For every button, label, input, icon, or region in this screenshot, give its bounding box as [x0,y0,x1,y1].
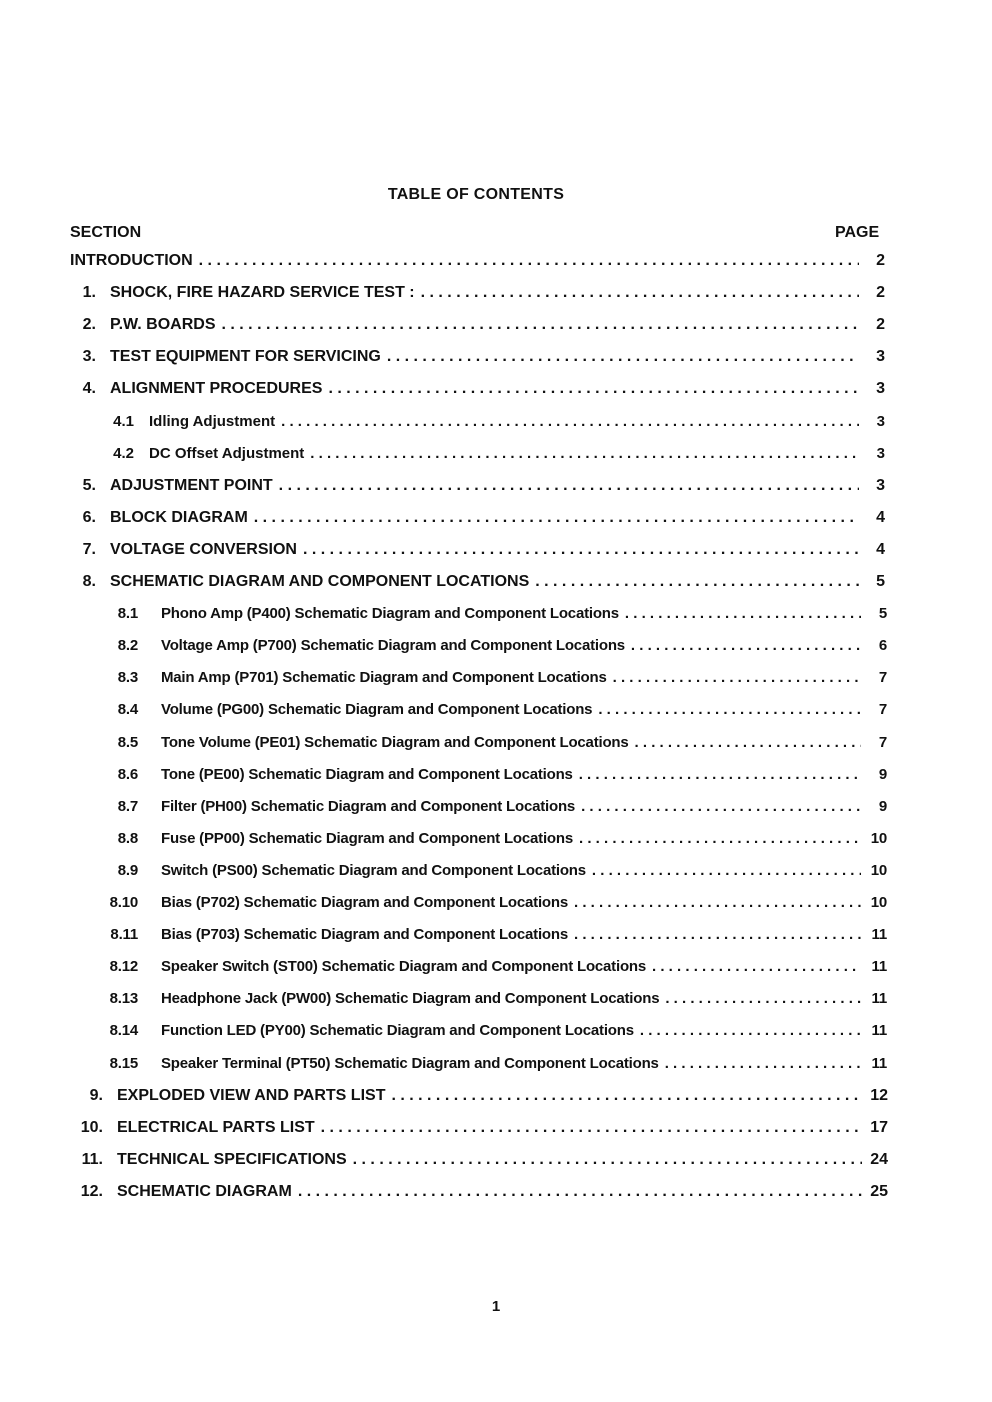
toc-entry-page: 2 [876,252,885,269]
section-column-header: SECTION [70,224,142,241]
toc-entry [70,1055,887,1081]
toc-entry-number: 2. [82,316,96,334]
toc-entry [70,990,887,1016]
toc-leader-dots [222,316,860,334]
toc-entry-page: 3 [876,412,885,430]
toc-leader-dots [279,477,859,495]
toc-entry-title: TEST EQUIPMENT FOR SERVICING [110,348,381,366]
toc-entry-title: EXPLODED VIEW AND PARTS LIST [117,1086,386,1104]
toc-entry-page: 24 [870,1150,888,1168]
toc-entry-number: 8.6 [117,765,138,783]
toc-leader-dots [310,445,859,462]
toc-entry-title: TECHNICAL SPECIFICATIONS [117,1150,347,1168]
toc-leader-dots [321,1119,862,1137]
toc-entry [70,798,887,824]
toc-entry-title: ALIGNMENT PROCEDURES [110,380,323,398]
toc-entry-title: P.W. BOARDS [110,316,216,334]
toc-entry-title: ELECTRICAL PARTS LIST [117,1118,315,1136]
toc-entry [70,348,885,374]
toc-entry-number: 7. [82,540,96,558]
toc-entry-number: 11. [81,1150,103,1168]
toc-entry-number: 5. [82,476,96,494]
toc-entry [70,477,885,503]
toc-entry-title: Filter (PH00) Schematic Diagram and Component Locations [161,797,576,815]
toc-entry [70,573,885,599]
toc-leader-dots [581,798,861,815]
toc-entry-number: 8.14 [109,1022,138,1040]
toc-leader-dots [640,1022,861,1039]
toc-entry [70,1151,888,1177]
toc-leader-dots [353,1151,862,1169]
toc-leader-dots [387,348,859,366]
toc-entry-title: Tone Volume (PE01) Schematic Diagram and Component Locations [161,733,629,751]
toc-entry-page: 6 [878,637,887,655]
toc-entry-page: 25 [870,1182,888,1200]
toc-entry-page: 9 [878,797,887,815]
toc-entry-number: 8.4 [117,701,138,719]
toc-entry [70,1119,888,1145]
toc-entry-title: ADJUSTMENT POINT [110,476,273,494]
toc-entry-title: Idling Adjustment [149,412,276,430]
toc-entry-number: 8.9 [117,861,138,879]
toc-entry [70,862,887,888]
toc-entry-title: Bias (P703) Schematic Diagram and Component Locations [161,926,568,944]
toc-entry [70,766,887,792]
toc-entry-title: Switch (PS00) Schematic Diagram and Component Locations [161,861,586,879]
toc-entry-number: 3. [82,348,96,366]
toc-entry [70,380,885,406]
toc-entry-number: 10. [80,1118,103,1136]
toc-entry-title: Voltage Amp (P700) Schematic Diagram and Component Locations [161,637,625,655]
toc-leader-dots [579,830,861,847]
toc-entry [70,894,887,920]
toc-leader-dots [254,509,859,527]
toc-entry-title: SHOCK, FIRE HAZARD SERVICE TEST : [110,284,415,302]
toc-leader-dots [303,541,859,559]
toc-entry [70,669,887,695]
toc-leader-dots [391,1087,862,1105]
toc-entry-title: Function LED (PY00) Schematic Diagram and Component Locations [161,1022,634,1040]
toc-entry-title: Speaker Switch (ST00) Schematic Diagram and Component Locations [161,958,647,976]
toc-leader-dots [631,637,861,654]
toc-entry-number: 8. [82,573,96,590]
toc-entry-number: 8.1 [117,605,138,623]
toc-entry-page: 3 [876,476,885,494]
toc-entry [70,637,887,663]
toc-entry-title: INTRODUCTION [70,252,193,269]
toc-entry-page: 4 [876,540,885,558]
toc-entry-number: 4.1 [113,412,134,430]
toc-entry-title: SCHEMATIC DIAGRAM AND COMPONENT LOCATIONS [110,573,530,590]
toc-entry-page: 9 [878,765,887,783]
toc-entry-number: 8.8 [117,829,138,847]
toc-entry-page: 4 [876,508,885,526]
toc-entry-page: 11 [871,990,887,1008]
toc-leader-dots [574,926,861,943]
toc-entry-title: Volume (PG00) Schematic Diagram and Component Locations [161,701,593,719]
toc-entry-page: 10 [870,829,887,847]
toc-entry-page: 3 [876,348,885,366]
toc-entry-title: Headphone Jack (PW00) Schematic Diagram and Component Locations [161,990,660,1008]
toc-entry-page: 2 [876,284,885,302]
page-title: TABLE OF CONTENTS [387,186,565,203]
toc-entry-page: 11 [871,926,887,944]
toc-entry [70,701,887,727]
toc-entry-title: Fuse (PP00) Schematic Diagram and Component Locations [161,829,573,847]
toc-entry-page: 2 [876,316,885,334]
toc-entry-page: 11 [871,958,887,976]
toc-entry-page: 17 [870,1118,888,1136]
toc-leader-dots [574,894,861,911]
toc-entry [70,1087,888,1113]
toc-entry [70,958,887,984]
toc-entry [70,509,885,535]
toc-leader-dots [328,380,859,398]
toc-entry-page: 7 [878,701,887,719]
toc-entry [70,252,885,278]
toc-entry-number: 8.11 [110,926,138,944]
toc-leader-dots [535,573,859,591]
toc-entry-page: 10 [870,894,887,911]
toc-entry-number: 8.3 [117,669,138,687]
toc-entry-page: 3 [876,444,885,462]
toc-leader-dots [592,862,861,879]
toc-leader-dots [199,252,859,270]
toc-entry-title: Tone (PE00) Schematic Diagram and Component Locations [161,765,573,783]
toc-leader-dots [281,413,859,430]
toc-entry-page: 3 [876,380,885,398]
toc-leader-dots [665,990,861,1007]
toc-entry-number: 1. [82,284,96,302]
toc-leader-dots [665,1055,861,1072]
toc-entry [70,541,885,567]
toc-entry-number: 9. [89,1086,103,1104]
toc-entry-number: 8.13 [109,990,138,1008]
toc-entry-number: 8.12 [109,958,138,976]
toc-entry-number: 8.5 [117,733,138,751]
toc-entry-number: 8.7 [117,797,138,815]
toc-entry-number: 12. [80,1182,103,1200]
toc-entry-number: 8.15 [109,1054,138,1072]
toc-entry-number: 8.2 [117,637,138,655]
toc-entry [70,1183,888,1209]
toc-entry-page: 5 [878,605,887,623]
toc-leader-dots [598,701,861,718]
toc-entry [70,1022,887,1048]
toc-entry-page: 11 [871,1054,887,1072]
toc-entry-number: 4. [82,380,96,398]
toc-entry-title: Main Amp (P701) Schematic Diagram and Component Locations [161,669,607,687]
toc-leader-dots [625,605,861,622]
toc-entry [70,316,885,342]
toc-entry-page: 11 [871,1022,887,1040]
toc-entry-title: Speaker Terminal (PT50) Schematic Diagram and Component Locations [161,1054,659,1072]
toc-entry-number: 6. [82,508,96,526]
toc-leader-dots [298,1183,862,1201]
toc-entry [70,284,885,310]
toc-entry-page: 5 [876,573,885,590]
toc-leader-dots [421,284,859,302]
toc-leader-dots [579,766,861,783]
toc-entry-title: DC Offset Adjustment [149,444,305,462]
toc-entry-title: Bias (P702) Schematic Diagram and Component Locations [161,894,568,911]
toc-entry [70,413,885,439]
toc-leader-dots [635,734,861,751]
toc-entry-page: 10 [870,861,887,879]
toc-entry-page: 7 [878,733,887,751]
toc-entry-page: 12 [870,1086,888,1104]
toc-entry-title: BLOCK DIAGRAM [110,508,248,526]
toc-entry-title: SCHEMATIC DIAGRAM [117,1182,292,1200]
toc-entry-number: 4.2 [113,444,134,462]
page-column-header: PAGE [835,224,880,241]
toc-entry [70,605,887,631]
toc-entry-page: 7 [878,669,887,687]
toc-leader-dots [652,958,861,975]
toc-leader-dots [613,669,861,686]
toc-entry-title: VOLTAGE CONVERSION [110,540,297,558]
toc-entry [70,734,887,760]
toc-entry-number: 8.10 [109,894,138,911]
toc-entry [70,445,885,471]
toc-entry [70,926,887,952]
toc-entry-title: Phono Amp (P400) Schematic Diagram and Component Locations [161,605,619,623]
toc-entry [70,830,887,856]
page-number: 1 [491,1298,501,1315]
